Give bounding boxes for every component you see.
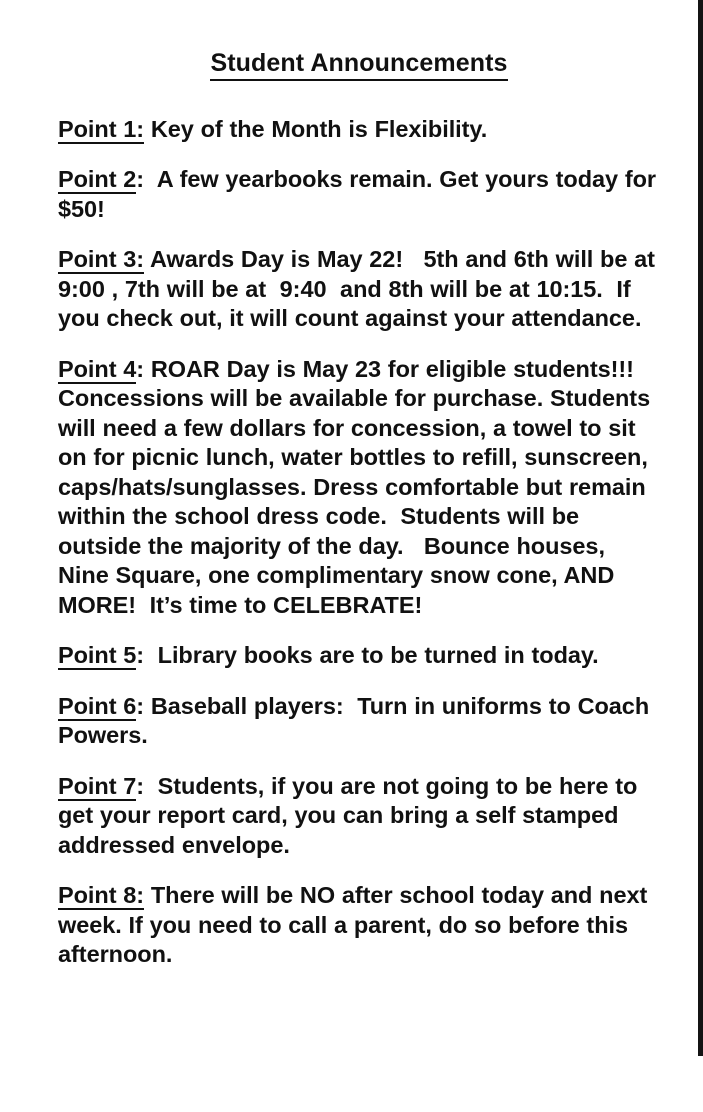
point-colon: : [136, 246, 145, 272]
point-label: Point 5 [58, 642, 137, 668]
announcement-point [58, 115, 660, 145]
point-label: Point 1 [58, 115, 137, 142]
point-colon: : [136, 115, 145, 142]
point-label: Point 7 [58, 772, 137, 799]
point-colon: : [136, 642, 145, 668]
point-body: Key of the Month is Flexibility. [144, 115, 488, 142]
point-body: Baseball players: Turn in uniforms to Coach Powers. [58, 692, 656, 748]
point-body: A few yearbooks remain. Get yours today for $50! [58, 166, 663, 222]
announcement-point [58, 245, 660, 334]
point-colon: : [136, 882, 145, 908]
announcement-point [58, 641, 660, 671]
announcement-point [58, 881, 660, 970]
point-colon: : [136, 772, 145, 799]
point-label: Point 2 [58, 166, 137, 192]
point-colon: : [136, 692, 145, 719]
point-body: Awards Day is May 22! 5th and 6th will be at 9:00 , 7th will be at 9:40 and 8th will be at 10:15. If you check out, it will count against your attendance. [58, 246, 662, 331]
announcement-point [58, 355, 660, 621]
point-label: Point 4 [58, 355, 137, 382]
announcement-point [58, 772, 660, 861]
point-body: Students, if you are not going to be here to get your report card, you can bring a self stamped addressed envelope. [58, 772, 645, 858]
announcement-sheet [58, 0, 663, 991]
point-label: Point 3 [58, 246, 137, 272]
point-body: Library books are to be turned in today. [144, 642, 599, 668]
point-colon: : [136, 355, 145, 382]
point-label: Point 6 [58, 692, 137, 719]
announcement-point [58, 165, 663, 224]
announcement-point [58, 692, 660, 751]
point-body: ROAR Day is May 23 for eligible students!!! Concessions will be available for purchase. Students will need a few dollars for concession, a towel to sit on for picnic lunch, water bottles to refill, sunscreen, caps/hats/sunglasses. Dress comfortable but remain within the school dress code. Students will be outside the majority of the day. Bounce houses, Nine Square, one complimentary snow cone, AND MORE! It’s time to CELEBRATE! [58, 355, 657, 618]
announcement-points-list [58, 115, 663, 970]
point-colon: : [136, 166, 145, 192]
page-title-text: Student Announcements [210, 50, 507, 81]
point-body: There will be NO after school today and next week. If you need to call a parent, do so before this afternoon. [58, 882, 655, 967]
scan-edge-artifact [698, 0, 703, 1056]
page-title [58, 0, 660, 81]
point-label: Point 8 [58, 882, 137, 908]
